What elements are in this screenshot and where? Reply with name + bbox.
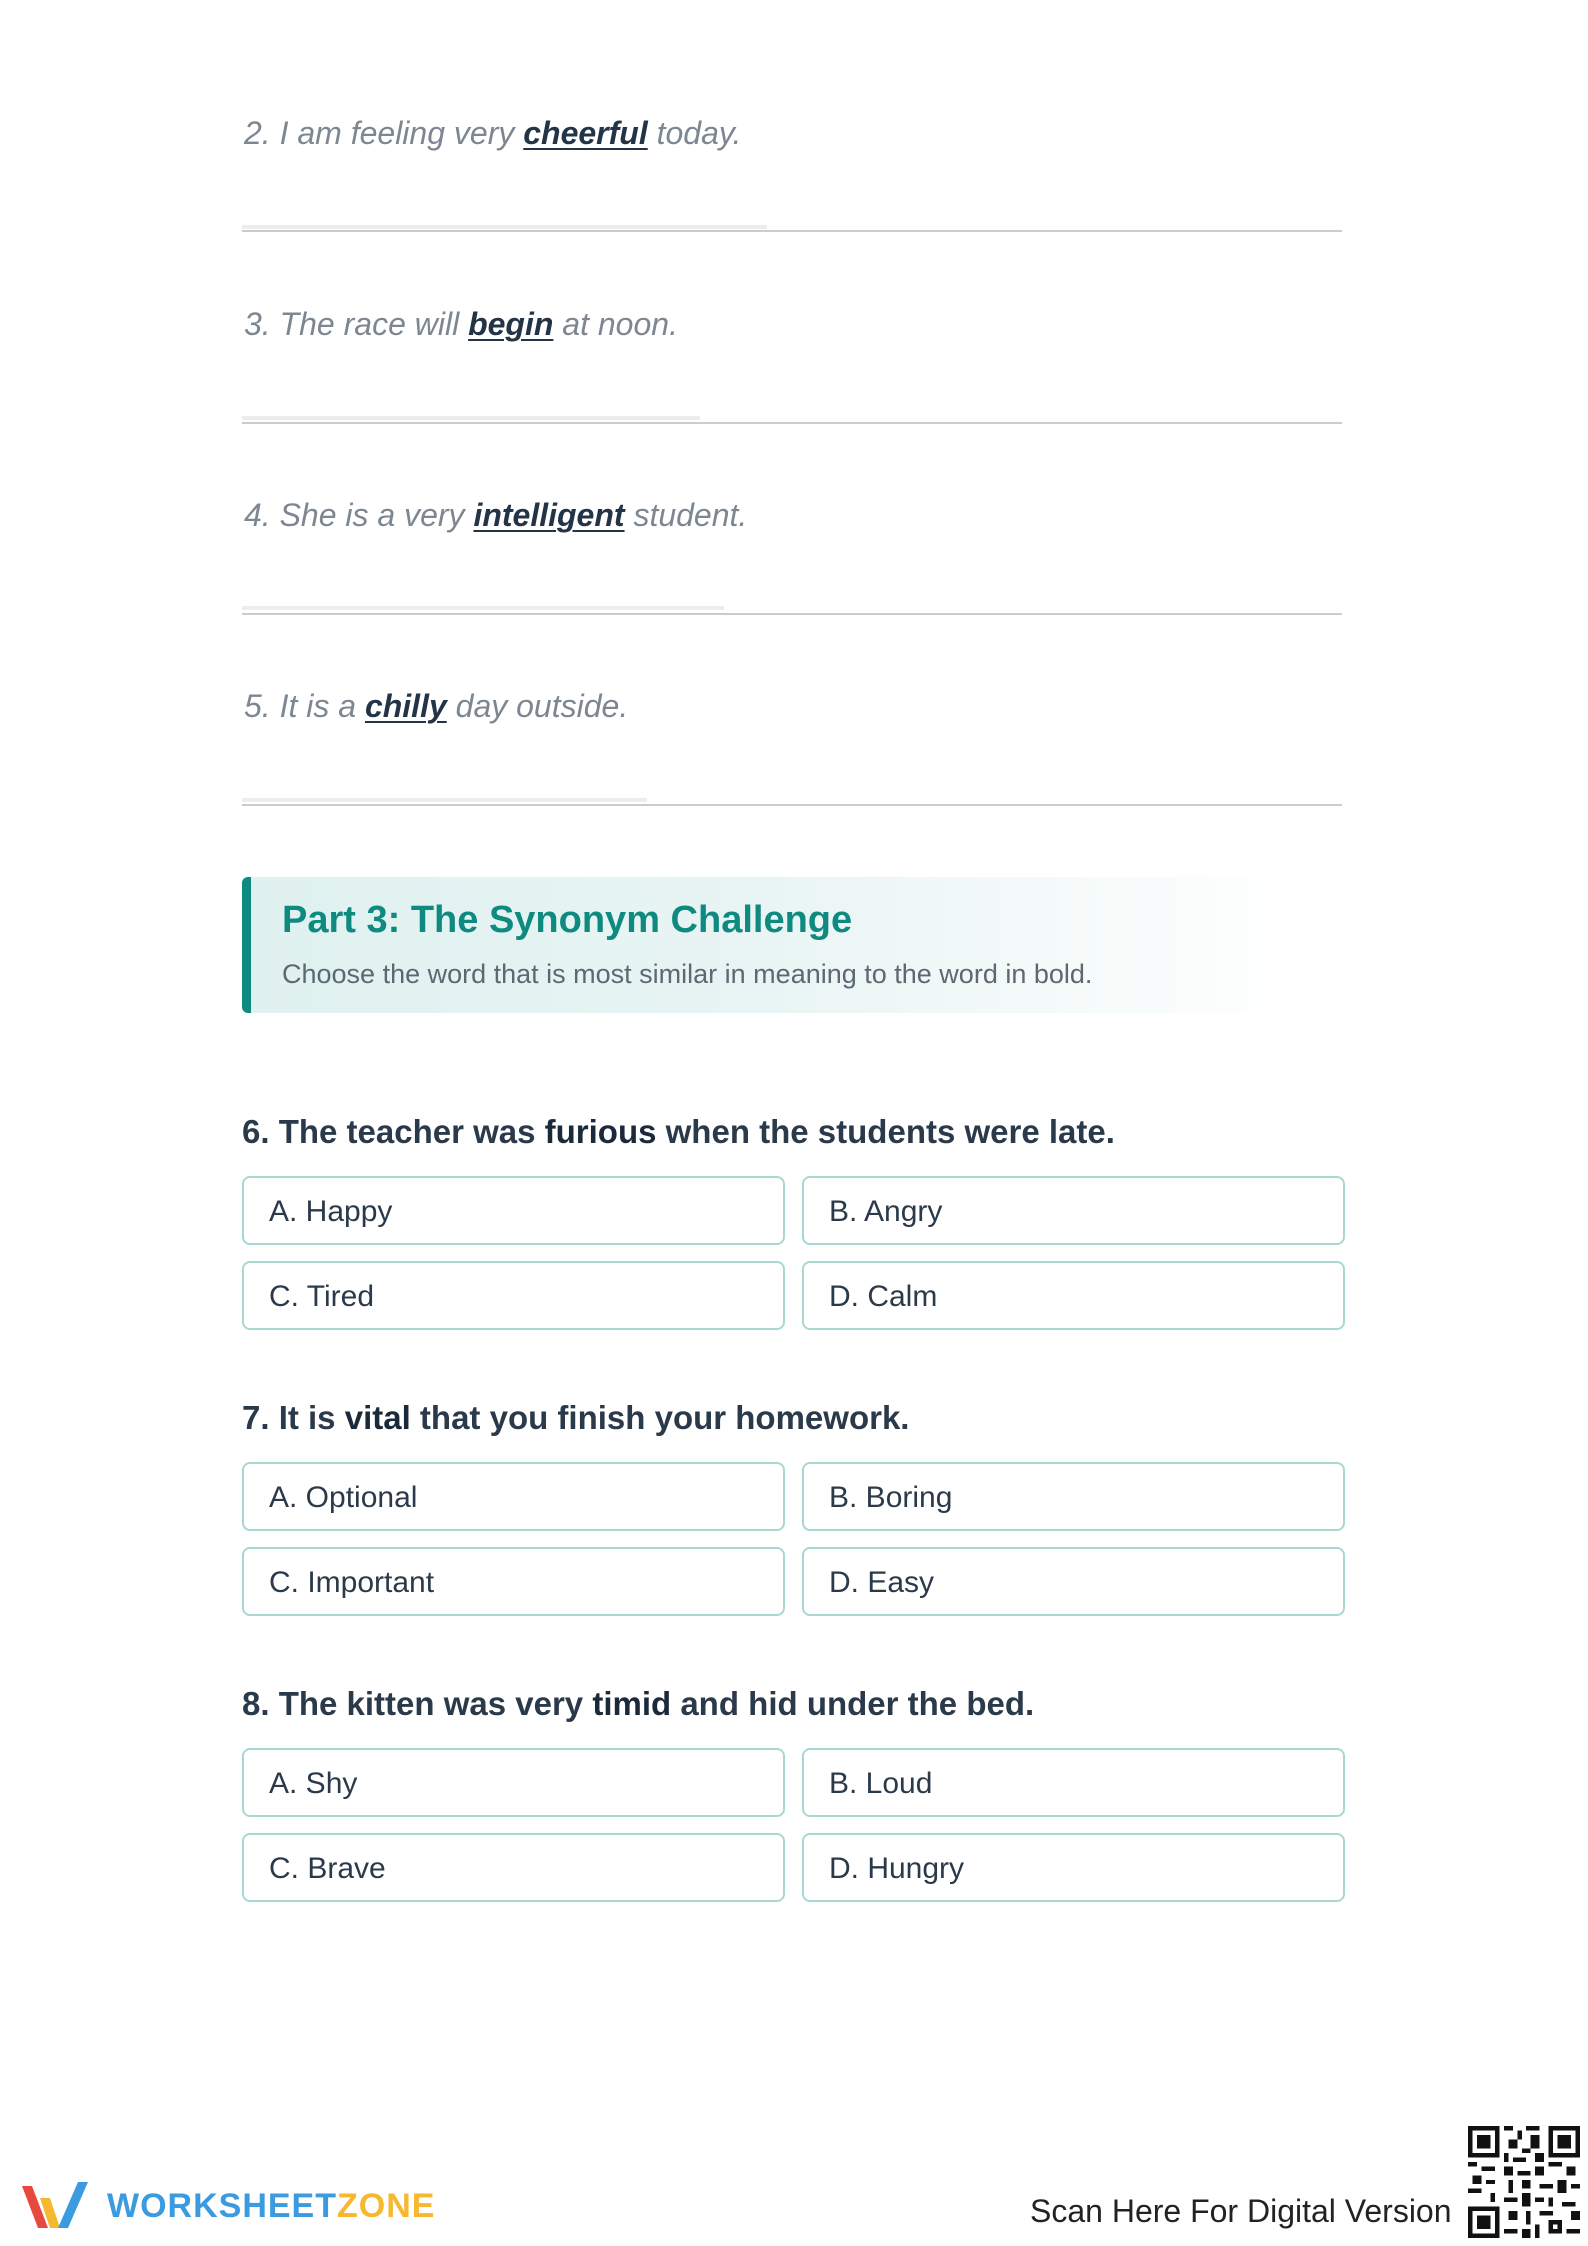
sentence-keyword: chilly [364,688,447,724]
sentence-keyword: begin [468,306,554,342]
option-a[interactable]: A. Shy [242,1748,785,1817]
option-a[interactable]: A. Happy [242,1176,785,1245]
question-text: 7. It is vital that you finish your homework. [242,1399,910,1436]
answer-line[interactable] [242,613,1342,615]
option-a[interactable]: A. Optional [242,1462,785,1531]
question-text: 8. The kitten was very timid and hid under the bed. [242,1685,1035,1722]
option-c[interactable]: C. Important [242,1547,785,1616]
sentence-keyword: cheerful [523,115,648,151]
option-b[interactable]: B. Angry [802,1176,1345,1245]
sentence-text: 4. She is a very intelligent student. [244,497,748,533]
question-keyword: furious [544,1113,657,1150]
question-text: 6. The teacher was furious when the students were late. [242,1113,1115,1150]
answer-line-guide [242,225,767,229]
part3-description: Choose the word that is most similar in meaning to the word in bold. [282,959,1093,989]
qr-code-icon[interactable] [1468,2126,1580,2238]
sentence-item [242,306,1342,416]
option-d[interactable]: D. Calm [802,1261,1345,1330]
option-d[interactable]: D. Easy [802,1547,1345,1616]
part3-header [242,877,1302,1013]
question-keyword: vital [344,1399,411,1436]
option-b[interactable]: B. Boring [802,1462,1345,1531]
answer-line-guide [242,606,724,610]
answer-line[interactable] [242,422,1342,424]
sentence-item [242,497,1342,607]
answer-line[interactable] [242,804,1342,806]
worksheetzone-logo-icon [18,2178,93,2233]
option-b[interactable]: B. Loud [802,1748,1345,1817]
scan-caption: Scan Here For Digital Version [1030,2193,1452,2229]
sentence-item [242,115,1342,225]
option-d[interactable]: D. Hungry [802,1833,1345,1902]
brand-name: WORKSHEETZONE [107,2187,436,2225]
sentence-text: 2. I am feeling very cheerful today. [244,115,742,151]
sentence-text: 3. The race will begin at noon. [244,306,678,342]
answer-line-guide [242,416,700,420]
sentence-text: 5. It is a chilly day outside. [244,688,629,724]
answer-line-guide [242,798,647,802]
sentence-item [242,688,1342,798]
question-keyword: timid [592,1685,672,1722]
sentence-keyword: intelligent [473,497,625,533]
option-c[interactable]: C. Brave [242,1833,785,1902]
part3-title: Part 3: The Synonym Challenge [282,899,853,941]
answer-line[interactable] [242,230,1342,232]
option-c[interactable]: C. Tired [242,1261,785,1330]
